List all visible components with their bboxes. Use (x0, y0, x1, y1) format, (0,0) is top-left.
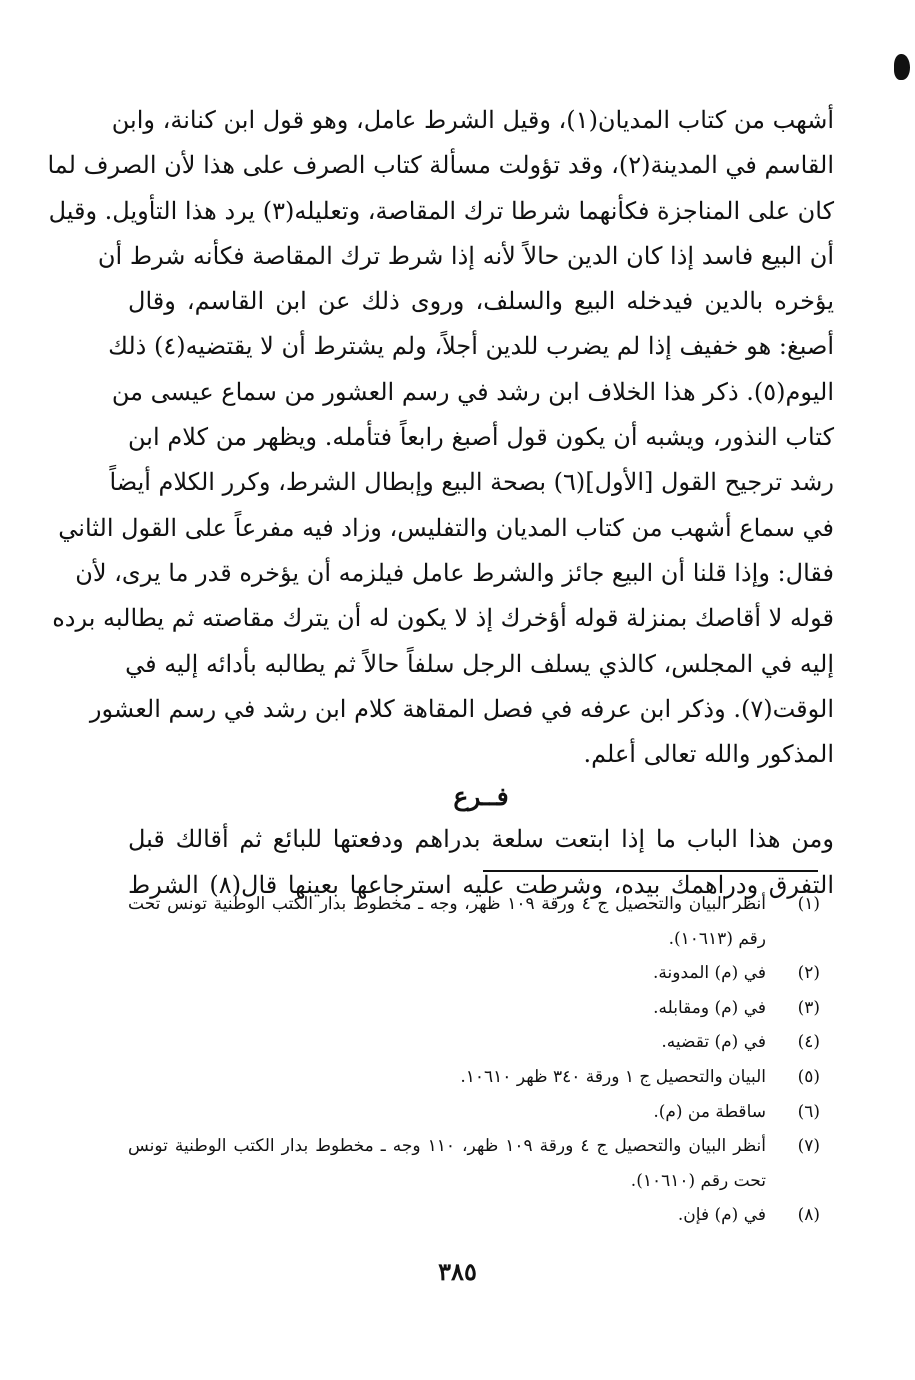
footnote-divider (483, 870, 818, 872)
footnote (128, 1095, 820, 1130)
text-line: القاسم في المدينة(٢)، وقد تؤولت مسألة كتاب الصرف على هذا لأن الصرف لما (47, 151, 834, 180)
text-line: أصبغ: هو خفيف إذا لم يضرب للدين أجلاً، ولم يشترط أن لا يقتضيه(٤) ذلك (108, 332, 834, 361)
footnotes (128, 887, 820, 1233)
text-line: التفرق ودراهمك بيده، وشرطت عليه استرجاعها بعينها قال(٨) الشرط (128, 870, 834, 899)
footnote-text (128, 1060, 766, 1095)
text-line: في سماع أشهب من كتاب المديان والتفليس، وزاد فيه مفرعاً على القول الثاني (58, 513, 834, 542)
footnote-number: (٣) (797, 997, 820, 1018)
text-line: المذكور والله تعالى أعلم. (583, 740, 834, 769)
footnote-text (128, 1025, 766, 1060)
footnote-line: أنظر البيان والتحصيل ج ٤ ورقة ١٠٩ ظهر، ١١٠ وجه ـ مخطوط بدار الكتب الوطنية تونس (128, 1136, 767, 1157)
main-text (47, 98, 834, 908)
footnote-text (128, 887, 766, 956)
text-line: كتاب النذور، ويشبه أن يكون قول أصبغ رابعاً فتأمله. ويظهر من كلام ابن (128, 423, 834, 452)
footnote-text (128, 1095, 766, 1130)
text-line: إليه في المجلس، كالذي يسلف الرجل سلفاً حالاً ثم يطالبه بأدائه إليه في (125, 649, 834, 678)
ink-blot (894, 54, 910, 80)
footnote (128, 991, 820, 1026)
footnote-number: (٨) (797, 1205, 820, 1226)
text-line: ومن هذا الباب ما إذا ابتعت سلعة بدراهم ودفعتها للبائع ثم أقالك قبل (128, 825, 834, 854)
footnote-number: (١) (797, 894, 820, 914)
text-line: كان على المناجزة فكأنهما شرطا ترك المقاصة، وتعليله(٣) يرد هذا التأويل. وقيل (48, 196, 834, 225)
page-number: ٣٨٥ (438, 1257, 477, 1286)
footnote-line: رقم (١٠٦١٣). (668, 928, 766, 949)
text-line: رشد ترجيح القول [الأول](٦) بصحة البيع وإبطال الشرط، وكرر الكلام أيضاً (109, 468, 834, 497)
footnote-line: في (م) ومقابله. (653, 997, 766, 1018)
footnote-line: في (م) المدونة. (652, 963, 766, 984)
text-line: فقال: وإذا قلنا أن البيع جائز والشرط عامل فيلزمه أن يؤخره قدر ما يرى، لأن (75, 558, 834, 587)
footnote-number: (٥) (797, 1066, 820, 1087)
text-line: أشهب من كتاب المديان(١)، وقيل الشرط عامل، وهو قول ابن كنانة، وابن (111, 106, 834, 134)
footnote-line: تحت رقم (١٠٦١٠). (630, 1170, 766, 1191)
footnote-text (128, 956, 766, 991)
text-line: الوقت(٧). وذكر ابن عرفه في فصل المقاهة كلام ابن رشد في رسم العشور (89, 694, 834, 723)
footnote-number: (٦) (797, 1101, 820, 1122)
footnote (128, 1060, 820, 1095)
footnote (128, 1129, 820, 1198)
text-line: قوله لا أقاصك بمنزلة قوله أؤخرك إذ لا يكون له أن يترك مقاصته ثم يطالبه برده (52, 604, 834, 633)
footnote-line: في (م) تقضيه. (661, 1032, 766, 1053)
footnote-text (128, 1198, 766, 1233)
footnote-number: (٤) (797, 1032, 820, 1053)
footnote-text (128, 1129, 766, 1198)
footnote-line: في (م) فإن. (677, 1205, 766, 1226)
footnote-line: أنظر البيان والتحصيل ج ٤ ورقة ١٠٩ ظهر، وجه ـ مخطوط بدار الكتب الوطنية تونس تحت (128, 894, 766, 914)
section-heading: فــرع (453, 782, 509, 812)
footnote-number: (٧) (797, 1136, 820, 1157)
footnote-number: (٢) (797, 963, 820, 984)
text-line: اليوم(٥). ذكر هذا الخلاف ابن رشد في رسم العشور من سماع عيسى من (111, 377, 834, 406)
footnote (128, 956, 820, 991)
text-line: يؤخره بالدين فيدخله البيع والسلف، وروى ذلك عن ابن القاسم، وقال (128, 287, 834, 316)
text-line: أن البيع فاسد إذا كان الدين حالاً لأنه إذا شرط ترك المقاصة فكأنه شرط أن (97, 241, 834, 270)
footnote-text (128, 991, 766, 1026)
footnote (128, 1198, 820, 1233)
footnote (128, 1025, 820, 1060)
footnote-line: البيان والتحصيل ج ١ ورقة ٣٤٠ ظهر ١٠٦١٠. (460, 1066, 766, 1087)
footnote (128, 887, 820, 956)
footnote-line: ساقطة من (م). (653, 1101, 766, 1122)
